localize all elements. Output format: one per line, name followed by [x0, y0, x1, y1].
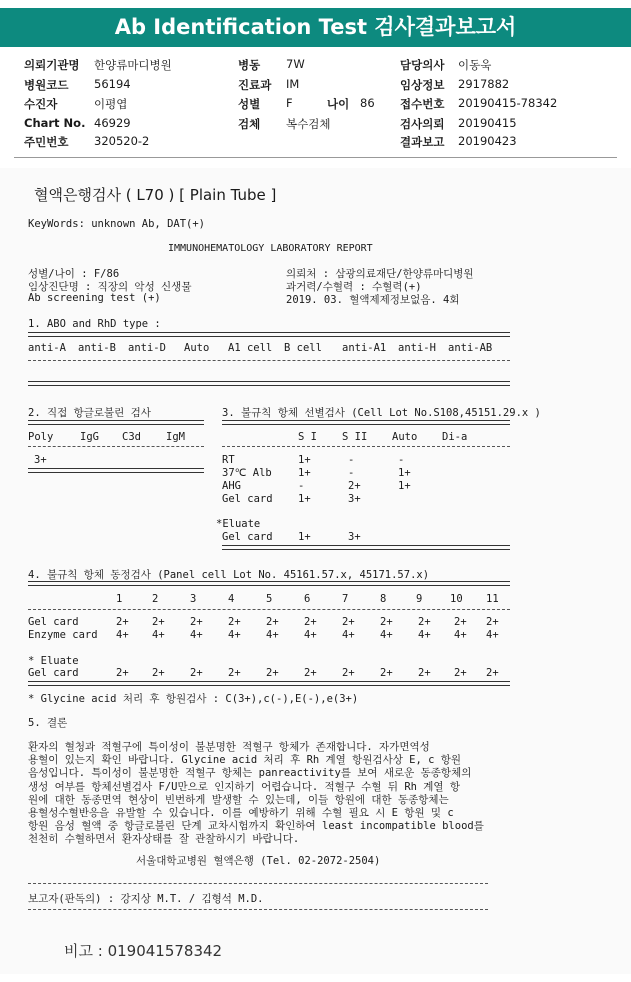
header-field: 검체: [238, 117, 261, 131]
rule: [28, 332, 510, 337]
header-field: 주민번호: [24, 135, 69, 149]
header-value: 한양류마디병원: [94, 58, 172, 72]
panel-cell: 2+: [152, 616, 165, 628]
panel-cell: 2+: [304, 616, 317, 628]
header-divider: [14, 157, 617, 158]
panel-cell: 2+: [190, 667, 203, 679]
dat-column: IgG: [80, 431, 99, 443]
screen-cell: 2+: [348, 480, 361, 492]
panel-cell: 2+: [454, 616, 467, 628]
panel-cell: 2+: [486, 616, 499, 628]
screen-row-label: Gel card: [222, 493, 273, 505]
screen-row-label: 37℃ Alb: [222, 467, 272, 479]
rule: [28, 609, 510, 610]
panel-cell: 2+: [342, 667, 355, 679]
panel-cell: 2+: [454, 667, 467, 679]
dat-column: C3d: [122, 431, 141, 443]
info-right-line: 의뢰처 : 삼광의료재단/한양류마디병원: [286, 268, 474, 280]
header-value: IM: [286, 77, 300, 91]
conclusion-line: 용혈성수혈반응을 유발할 수 있습니다. 이를 예방하기 위해 수혈 필요 시 E 항원 및 c: [28, 807, 454, 820]
panel-cell: 4+: [116, 629, 129, 641]
rule: [28, 360, 510, 361]
screen-column: S II: [342, 431, 368, 443]
info-right-line: 과거력/수혈력 : 수혈력(+): [286, 281, 422, 293]
panel-column: 3: [190, 593, 197, 605]
screen-cell: -: [348, 454, 355, 466]
rule: [222, 545, 510, 550]
rule: [28, 681, 510, 686]
screen-column: S I: [298, 431, 317, 443]
panel-cell: 4+: [152, 629, 165, 641]
panel-column: 5: [266, 593, 273, 605]
conclusion-line: 용혈이 있는지 확인 바랍니다. Glycine acid 처리 후 Rh 계열 항원검사상 E, c 항원: [28, 754, 462, 767]
dat-column: Poly: [28, 431, 54, 443]
abo-column: anti-D: [128, 342, 166, 354]
panel-cell: 2+: [418, 667, 431, 679]
institution: 서울대학교병원 혈액은행 (Tel. 02-2072-2504): [136, 855, 381, 867]
info-left-line: Ab screening test (+): [28, 292, 161, 304]
section1-title: 1. ABO and RhD type :: [28, 318, 161, 330]
section5-title: 5. 결론: [28, 717, 68, 729]
panel-cell: 2+: [228, 616, 241, 628]
eluate-label: *Eluate: [216, 518, 261, 530]
screen-cell: 1+: [298, 467, 311, 479]
header-value: 46929: [94, 116, 131, 130]
screen-column: Auto: [392, 431, 418, 443]
abo-column: anti-B: [78, 342, 116, 354]
rule: [28, 381, 510, 386]
rule: [222, 446, 510, 447]
header-value: 56194: [94, 77, 131, 91]
rule: [28, 420, 204, 425]
rule: [28, 446, 204, 447]
panel-column: 2: [152, 593, 159, 605]
header-field: 진료과: [238, 78, 272, 92]
header-field: 성별: [238, 97, 261, 111]
conclusion-line: 음성입니다. 특이성이 불분명한 적혈구 항체는 panreactivity를 보여 새로운 동종항체의: [28, 767, 472, 780]
screen-row-label: AHG: [222, 480, 241, 492]
header-value: 20190415: [458, 116, 517, 130]
header-value: F: [286, 96, 293, 110]
screen-cell: 3+: [348, 493, 361, 505]
panel-cell: 2+: [228, 667, 241, 679]
info-left-line: 임상진단명 : 직장의 악성 신생물: [28, 281, 192, 293]
panel-cell: 2+: [342, 616, 355, 628]
header-value: 320520-2: [94, 134, 150, 148]
panel-cell: 4+: [190, 629, 203, 641]
panel-cell: 2+: [190, 616, 203, 628]
conclusion-line: 항원 음성 혈액 중 항글로불린 단계 교차시험까지 확인하여 least incompatible blood를: [28, 820, 484, 833]
panel-cell: 4+: [304, 629, 317, 641]
header-value: 7W: [286, 57, 305, 71]
screen-cell: -: [398, 454, 405, 466]
screen-cell: 1+: [398, 480, 411, 492]
panel-cell: 2+: [116, 667, 129, 679]
header-field: 의뢰기관명: [24, 58, 80, 72]
reporter: 보고자(판독의) : 강지상 M.T. / 김형석 M.D.: [28, 893, 264, 905]
dat-result: 3+: [34, 454, 47, 466]
abo-column: anti-H: [398, 342, 436, 354]
header-field: 담당의사: [400, 58, 445, 72]
info-right-line: 2019. 03. 혈액제제정보없음. 4회: [286, 294, 460, 306]
screen-column: Di-a: [442, 431, 468, 443]
panel-cell: 2+: [380, 667, 393, 679]
panel-cell: 4+: [342, 629, 355, 641]
abo-column: B cell: [284, 342, 322, 354]
header-value: 이평엽: [94, 97, 128, 111]
rule: [222, 420, 510, 425]
panel-row-label: Gel card: [28, 667, 79, 679]
panel-column: 11: [486, 593, 499, 605]
panel-column: 6: [304, 593, 311, 605]
header-field: 접수번호: [400, 97, 445, 111]
rule: [28, 468, 204, 473]
panel-row-label: Gel card: [28, 616, 79, 628]
panel-column: 4: [228, 593, 235, 605]
lab-report-title: IMMUNOHEMATOLOGY LABORATORY REPORT: [168, 243, 373, 254]
keywords: KeyWords: unknown Ab, DAT(+): [28, 218, 206, 230]
panel-column: 7: [342, 593, 349, 605]
info-left-line: 성별/나이 : F/86: [28, 268, 120, 280]
screen-cell: 1+: [298, 454, 311, 466]
panel-row-label: Enzyme card: [28, 629, 98, 641]
report-title-banner: Ab Identification Test 검사결과보고서: [0, 8, 631, 47]
header-field: 결과보고: [400, 135, 445, 149]
panel-cell: 2+: [418, 616, 431, 628]
header-field: 나이: [327, 97, 350, 111]
panel-cell: 2+: [304, 667, 317, 679]
conclusion-text: [28, 741, 548, 847]
rule: [28, 883, 488, 884]
panel-column: 10: [450, 593, 463, 605]
screen-row-label: Gel card: [222, 531, 273, 543]
panel-cell: 4+: [418, 629, 431, 641]
panel-column: 1: [116, 593, 123, 605]
panel-cell: 2+: [380, 616, 393, 628]
header-value: 86: [360, 96, 375, 110]
conclusion-line: 환자의 혈청과 적혈구에 특이성이 불분명한 적혈구 항체가 존재합니다. 자가면역성: [28, 741, 430, 753]
header-field: 검사의뢰: [400, 117, 445, 131]
panel-cell: 4+: [228, 629, 241, 641]
header-field: 수진자: [24, 97, 58, 111]
panel-cell: 2+: [116, 616, 129, 628]
report-heading: 혈액은행검사 ( L70 ) [ Plain Tube ]: [34, 186, 277, 204]
panel-cell: 4+: [486, 629, 499, 641]
panel-cell: 2+: [486, 667, 499, 679]
dat-column: IgM: [166, 431, 185, 443]
header-value: 복수검체: [286, 117, 331, 131]
panel-column: 9: [416, 593, 423, 605]
header-field: 병동: [238, 58, 261, 72]
header-value: 이동욱: [458, 58, 492, 72]
screen-cell: 3+: [348, 531, 361, 543]
panel-column: 8: [380, 593, 387, 605]
section3-title: 3. 불규칙 항체 선별검사 (Cell Lot No.S108,45151.29.x ): [222, 407, 541, 419]
panel-cell: 4+: [380, 629, 393, 641]
eluate-label: * Eluate: [28, 655, 79, 667]
rule: [28, 581, 510, 586]
conclusion-line: 천천히 수혈하면서 환자상태를 잘 관찰하시기 바랍니다.: [28, 833, 300, 846]
header-value: 2917882: [458, 77, 510, 91]
header-field: 병원코드: [24, 78, 69, 92]
remark: 비고 : 019041578342: [64, 942, 223, 960]
header-value: 20190415-78342: [458, 96, 558, 110]
conclusion-line: 원에 대한 동종면역 현상이 빈번하게 발생할 수 있는데, 이들 항원에 대한 동종항체는: [28, 793, 449, 806]
abo-column: anti-AB: [448, 342, 493, 354]
panel-cell: 4+: [454, 629, 467, 641]
abo-column: Auto: [184, 342, 210, 354]
screen-cell: -: [348, 467, 355, 479]
header-field: 임상정보: [400, 78, 445, 92]
panel-cell: 2+: [266, 667, 279, 679]
panel-cell: 4+: [266, 629, 279, 641]
glycine-note: * Glycine acid 처리 후 항원검사 : C(3+),c(-),E(-),e(3+): [28, 693, 359, 705]
screen-cell: 1+: [398, 467, 411, 479]
section4-title: 4. 불규칙 항체 동정검사 (Panel cell Lot No. 45161.57.x, 45171.57.x): [28, 569, 430, 581]
screen-cell: -: [298, 480, 305, 492]
abo-column: anti-A: [28, 342, 66, 354]
screen-row-label: RT: [222, 454, 235, 466]
panel-cell: 2+: [266, 616, 279, 628]
section2-title: 2. 직접 항글로불린 검사: [28, 407, 151, 419]
screen-cell: 1+: [298, 493, 311, 505]
screen-cell: 1+: [298, 531, 311, 543]
abo-column: A1 cell: [228, 342, 273, 354]
conclusion-line: 생성 여부를 항체선별검사 F/U만으로 인지하기 어렵습니다. 적혈구 수혈 뒤 Rh 계열 항: [28, 780, 461, 793]
panel-cell: 2+: [152, 667, 165, 679]
abo-column: anti-A1: [342, 342, 387, 354]
header-value: 20190423: [458, 134, 517, 148]
header-field: Chart No.: [24, 116, 86, 130]
rule: [28, 909, 488, 910]
